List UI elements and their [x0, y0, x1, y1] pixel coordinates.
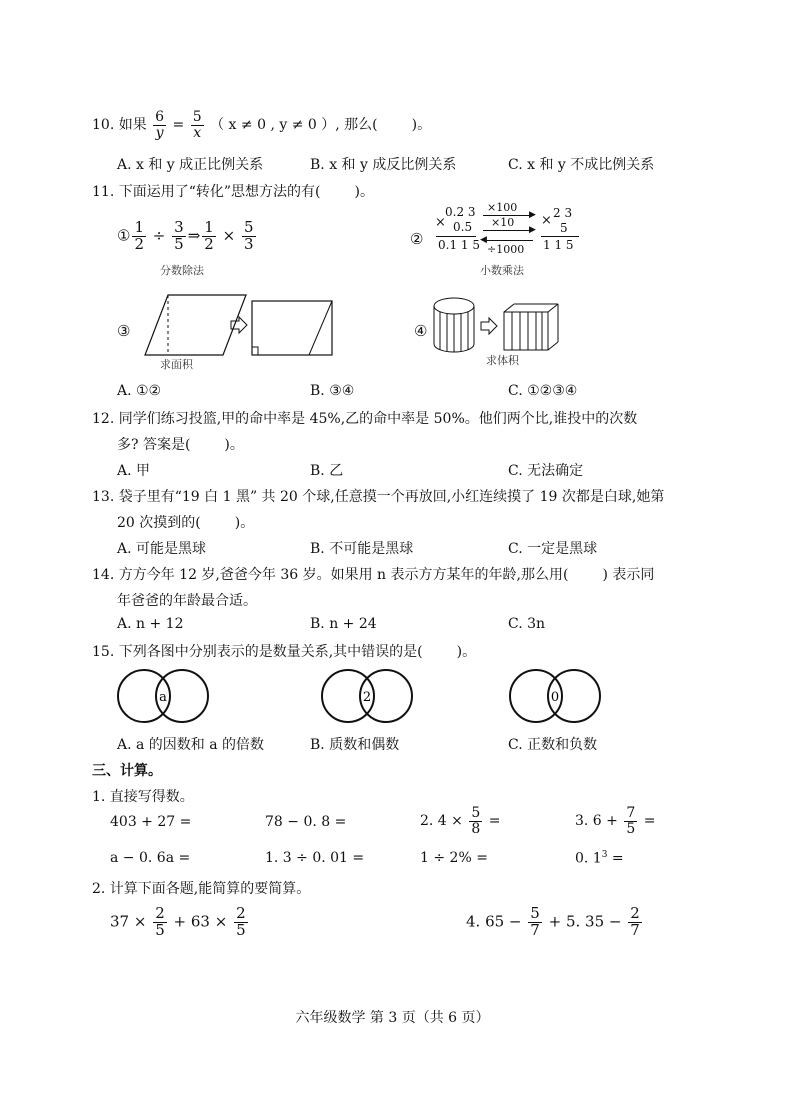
- q11-option-c: C. ①②③④: [508, 383, 578, 399]
- q10-option-a: A. x 和 y 成正比例关系: [117, 157, 264, 173]
- caption-area: 求面积: [160, 358, 193, 371]
- question-13-line2: 20 次摸到的( )。: [117, 515, 255, 531]
- question-11: 11. 下面运用了“转化”思想方法的有( )。: [92, 184, 374, 200]
- calc-2b: 1. 3 ÷ 0. 01 =: [265, 850, 365, 866]
- q11-option-b: B. ③④: [310, 383, 355, 399]
- subsection-1-title: 1. 直接写得数。: [92, 789, 194, 805]
- circle-3-label: ③: [117, 322, 131, 340]
- question-14-line1: 14. 方方今年 12 岁,爸爸今年 36 岁。如果用 n 表示方方某年的年龄,那么用( ) 表示同: [92, 567, 655, 583]
- q13-option-c: C. 一定是黑球: [508, 541, 598, 557]
- subsection-2-title: 2. 计算下面各题,能简算的要简算。: [92, 881, 311, 897]
- question-14-line2: 年爸爸的年龄最合适。: [117, 593, 257, 609]
- caption-volume: 求体积: [486, 354, 519, 367]
- calc-2d: 0. $1^3$ =: [575, 850, 624, 867]
- question-12-line2: 多? 答案是( )。: [117, 437, 244, 453]
- venn-diagram-0: [508, 668, 604, 724]
- expression-1: 37 × $\frac{2}{5}$ + 63 × $\frac{2}{5}$: [110, 904, 246, 939]
- q13-option-a: A. 可能是黑球: [117, 541, 207, 557]
- calc-2c: 1 ÷ 2% =: [420, 850, 488, 866]
- page-footer: 六年级数学 第 3 页（共 6 页）: [295, 1010, 490, 1026]
- calc-1a: 403 + 27 =: [110, 814, 192, 830]
- calc-1d: 3. 6 + $\frac{7}{5}$ =: [575, 805, 656, 837]
- diagram-fraction-division: ① $\frac{1}{2}$ ÷ $\frac{3}{5}$ ⇒ $\frac{1}{2}$ × $\frac{5}{3}$: [117, 218, 254, 253]
- diagram-cylinder-to-cuboid: [432, 296, 582, 358]
- section-3-title: 三、计算。: [92, 763, 162, 779]
- venn-diagram-a: [116, 668, 212, 724]
- svg-text:0: 0: [550, 690, 560, 705]
- question-13-line1: 13. 袋子里有“19 白 1 黑” 共 20 个球,任意摸一个再放回,小红连续摸了 19 次都是白球,她第: [92, 489, 665, 505]
- svg-text:a: a: [159, 690, 167, 705]
- q13-option-b: B. 不可能是黑球: [310, 541, 414, 557]
- q12-option-b: B. 乙: [310, 463, 344, 479]
- q12-option-c: C. 无法确定: [508, 463, 584, 479]
- question-15: 15. 下列各图中分别表示的是数量关系,其中错误的是( )。: [92, 644, 477, 660]
- q10-option-c: C. x 和 y 不成比例关系: [508, 157, 655, 173]
- q11-option-a: A. ①②: [117, 383, 162, 399]
- q10-option-b: B. x 和 y 成反比例关系: [310, 157, 457, 173]
- svg-text:2: 2: [362, 690, 372, 705]
- question-12-line1: 12. 同学们练习投篮,甲的命中率是 45%,乙的命中率是 50%。他们两个比,谁投中的次数: [92, 411, 638, 427]
- q15-option-b: B. 质数和偶数: [310, 737, 400, 753]
- q12-option-a: A. 甲: [117, 463, 151, 479]
- fraction-6-over-y: $\frac{6}{y}$: [155, 109, 165, 141]
- fraction-5-over-x: $\frac{5}{x}$: [192, 109, 202, 141]
- caption-decimal-multiplication: 小数乘法: [480, 264, 524, 277]
- venn-diagram-2: [320, 668, 416, 724]
- diagram-decimal-multiplication: 0.2 3 × 0.5 0.1 1 5 ×100 ▶ ×10 ▶ ◀ ÷1000 × 2 3 5 1 1 5: [433, 205, 593, 265]
- calc-1c: 2. 4 × $\frac{5}{8}$ =: [420, 805, 501, 837]
- calc-2a: a − 0. 6a =: [110, 850, 191, 866]
- q14-option-c: C. 3n: [508, 616, 546, 632]
- expression-2: 4. 65 − $\frac{5}{7}$ + 5. 35 − $\frac{2}{7}$: [466, 904, 640, 939]
- calc-1b: 78 − 0. 8 =: [265, 814, 347, 830]
- q15-option-a: A. a 的因数和 a 的倍数: [117, 737, 265, 753]
- circle-4-label: ④: [414, 322, 428, 340]
- q15-option-c: C. 正数和负数: [508, 737, 598, 753]
- diagram-parallelogram-to-rectangle: [138, 293, 358, 363]
- q14-option-a: A. n + 12: [117, 616, 184, 632]
- question-10: 10. 如果 $\frac{6}{y}$ = $\frac{5}{x}$ （ x ≠ 0 , y ≠ 0 ）, 那么( )。: [92, 109, 432, 141]
- circle-2-label: ②: [410, 230, 424, 248]
- caption-fraction-division: 分数除法: [160, 264, 204, 277]
- q14-option-b: B. n + 24: [310, 616, 377, 632]
